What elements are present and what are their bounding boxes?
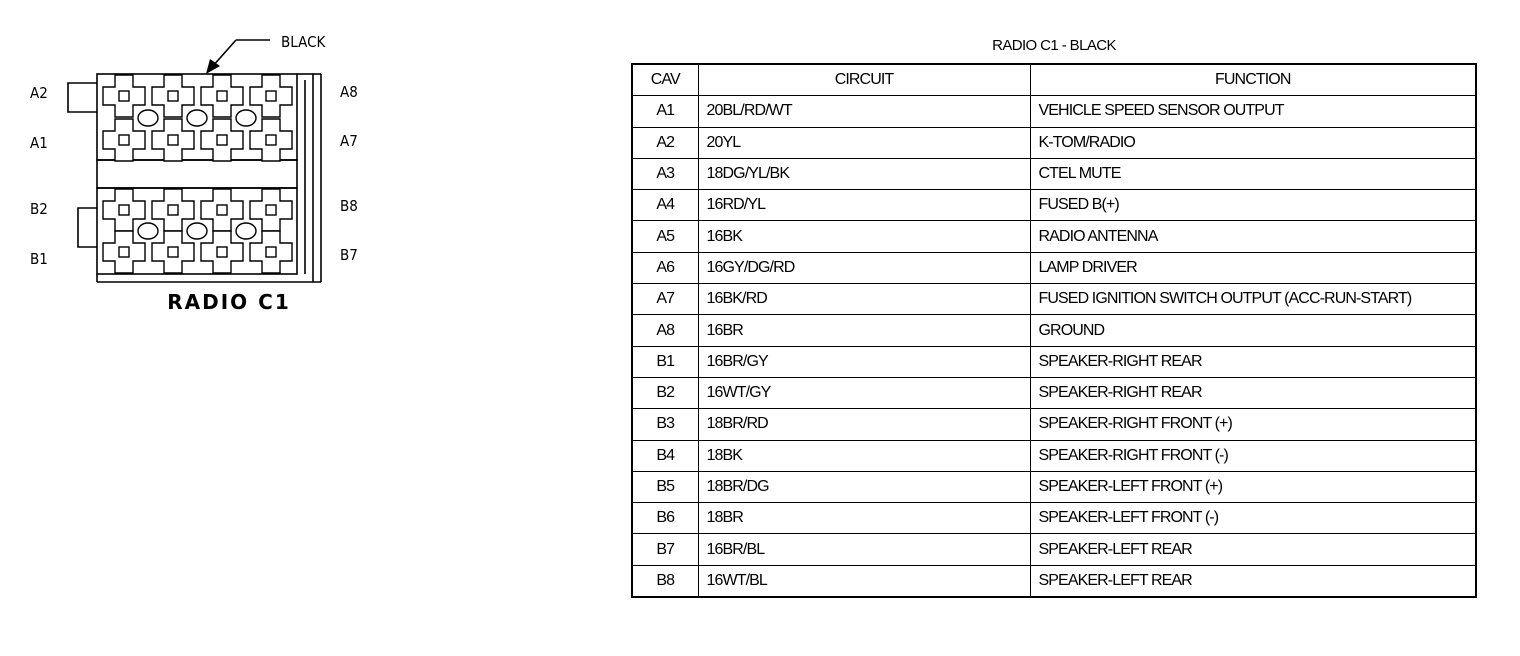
table-row — [632, 377, 1476, 408]
terminal-slot — [217, 247, 227, 257]
cell-circuit: 18BR — [698, 503, 1030, 534]
connector-diagram — [0, 0, 400, 330]
cell-function: CTEL MUTE — [1030, 158, 1476, 189]
cell-cav: A8 — [632, 315, 698, 346]
cell-function: FUSED B(+) — [1030, 190, 1476, 221]
cell-function: RADIO ANTENNA — [1030, 221, 1476, 252]
cell-circuit: 20YL — [698, 127, 1030, 158]
terminal-slot — [168, 247, 178, 257]
table-row — [632, 252, 1476, 283]
terminal-cavities — [103, 75, 292, 273]
cell-cav: A7 — [632, 284, 698, 315]
cell-cav: A3 — [632, 158, 698, 189]
cavity-key-oval — [138, 110, 158, 126]
table-row — [632, 284, 1476, 315]
cell-function: FUSED IGNITION SWITCH OUTPUT (ACC-RUN-START) — [1030, 284, 1476, 315]
pin-label-b2: B2 — [30, 200, 48, 218]
terminal-slot — [217, 205, 227, 215]
cell-function: SPEAKER-RIGHT FRONT (+) — [1030, 409, 1476, 440]
cell-function: VEHICLE SPEED SENSOR OUTPUT — [1030, 96, 1476, 127]
terminal-slot — [168, 205, 178, 215]
cell-function: SPEAKER-RIGHT FRONT (-) — [1030, 440, 1476, 471]
terminal-slot — [266, 135, 276, 145]
pinout-table — [631, 63, 1477, 598]
cell-function: SPEAKER-LEFT FRONT (+) — [1030, 471, 1476, 502]
terminal-slot — [119, 135, 129, 145]
cell-function: K-TOM/RADIO — [1030, 127, 1476, 158]
cell-circuit: 18DG/YL/BK — [698, 158, 1030, 189]
color-callout-label: BLACK — [281, 33, 326, 51]
terminal-slot — [217, 135, 227, 145]
cell-cav: A6 — [632, 252, 698, 283]
cell-circuit: 20BL/RD/WT — [698, 96, 1030, 127]
cell-cav: B3 — [632, 409, 698, 440]
cell-circuit: 16GY/DG/RD — [698, 252, 1030, 283]
cell-function: SPEAKER-LEFT REAR — [1030, 534, 1476, 565]
cell-circuit: 16BR/BL — [698, 534, 1030, 565]
cell-circuit: 16BR/GY — [698, 346, 1030, 377]
cell-circuit: 16BK/RD — [698, 284, 1030, 315]
table-row — [632, 158, 1476, 189]
table-row — [632, 565, 1476, 597]
cell-circuit: 16BK — [698, 221, 1030, 252]
cell-cav: B2 — [632, 377, 698, 408]
terminal-slot — [217, 91, 227, 101]
cavity-key-oval — [236, 110, 256, 126]
terminal-slot — [266, 205, 276, 215]
terminal-slot — [119, 91, 129, 101]
cell-circuit: 18BR/RD — [698, 409, 1030, 440]
pin-label-a1: A1 — [30, 134, 48, 152]
connector-title: RADIO C1 — [167, 290, 291, 314]
table-row — [632, 221, 1476, 252]
cell-function: SPEAKER-LEFT FRONT (-) — [1030, 503, 1476, 534]
cavity-key-oval — [187, 110, 207, 126]
cell-cav: A4 — [632, 190, 698, 221]
pin-label-b7: B7 — [340, 246, 358, 264]
cell-circuit: 18BK — [698, 440, 1030, 471]
column-header-circuit: CIRCUIT — [698, 64, 1030, 96]
cell-function: SPEAKER-LEFT REAR — [1030, 565, 1476, 597]
cell-function: LAMP DRIVER — [1030, 252, 1476, 283]
cavity-key-oval — [138, 223, 158, 239]
cavity-key-oval — [236, 223, 256, 239]
table-row — [632, 440, 1476, 471]
cell-circuit: 16BR — [698, 315, 1030, 346]
table-header-row — [632, 64, 1476, 96]
column-header-function: FUNCTION — [1030, 64, 1476, 96]
table-row — [632, 471, 1476, 502]
cell-cav: A2 — [632, 127, 698, 158]
terminal-slot — [119, 205, 129, 215]
terminal-slot — [168, 135, 178, 145]
table-row — [632, 190, 1476, 221]
cell-cav: B4 — [632, 440, 698, 471]
cell-cav: B5 — [632, 471, 698, 502]
terminal-slot — [266, 91, 276, 101]
callout-leader — [212, 40, 270, 67]
cell-cav: B8 — [632, 565, 698, 597]
pin-label-b1: B1 — [30, 250, 48, 268]
cell-circuit: 18BR/DG — [698, 471, 1030, 502]
cell-circuit: 16RD/YL — [698, 190, 1030, 221]
table-title: RADIO C1 - BLACK — [992, 37, 1116, 54]
cavity-key-oval — [187, 223, 207, 239]
pin-label-b8: B8 — [340, 197, 358, 215]
table-row — [632, 346, 1476, 377]
pin-label-a7: A7 — [340, 132, 358, 150]
cell-circuit: 16WT/GY — [698, 377, 1030, 408]
pin-label-a2: A2 — [30, 84, 48, 102]
table-row — [632, 503, 1476, 534]
table-row — [632, 315, 1476, 346]
cell-cav: B1 — [632, 346, 698, 377]
cell-function: GROUND — [1030, 315, 1476, 346]
cell-cav: B7 — [632, 534, 698, 565]
table-row — [632, 409, 1476, 440]
cell-circuit: 16WT/BL — [698, 565, 1030, 597]
terminal-slot — [119, 247, 129, 257]
terminal-slot — [168, 91, 178, 101]
cell-cav: B6 — [632, 503, 698, 534]
cell-cav: A1 — [632, 96, 698, 127]
cell-function: SPEAKER-RIGHT REAR — [1030, 346, 1476, 377]
cell-cav: A5 — [632, 221, 698, 252]
column-header-cav: CAV — [632, 64, 698, 96]
table-row — [632, 127, 1476, 158]
pin-label-a8: A8 — [340, 83, 358, 101]
table-row — [632, 96, 1476, 127]
terminal-slot — [266, 247, 276, 257]
table-row — [632, 534, 1476, 565]
cell-function: SPEAKER-RIGHT REAR — [1030, 377, 1476, 408]
